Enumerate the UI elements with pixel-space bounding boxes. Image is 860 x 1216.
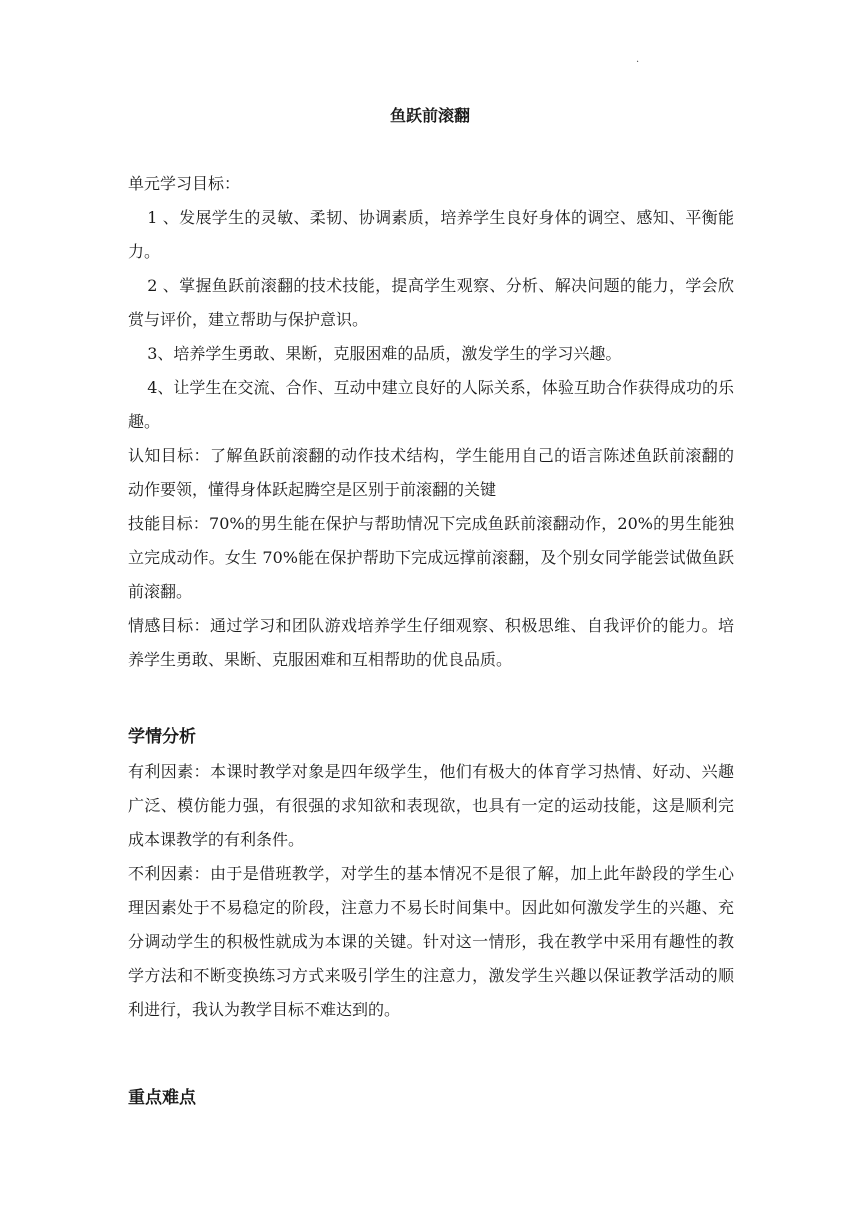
goal-item-2: 2 、掌握鱼跃前滚翻的技术技能，提高学生观察、分析、解决问题的能力，学会欣赏与评价，建立帮助与保护意识。 [128,276,734,329]
header-mark: · [636,57,640,68]
key-points-section [128,1080,734,1116]
unfavorable-factors: 不利因素：由于是借班教学，对学生的基本情况不是很了解，加上此年龄段的学生心理因素处于不易稳定的阶段，注意力不易长时间集中。因此如何激发学生的兴趣、充分调动学生的积极性就成为本课的关键。针对这一情形，我在教学中采用有趣性的教学方法和不断变换练习方式来吸引学生的注意力，激发学生兴趣以保证教学活动的顺利进行，我认为教学目标不难达到的。 [128,864,734,1019]
goal-item-3: 3、培养学生勇敢、果断，克服困难的品质，激发学生的学习兴趣。 [147,344,622,363]
skill-goal: 技能目标：70%的男生能在保护与帮助情况下完成鱼跃前滚翻动作，20%的男生能独立完成动作。女生 70%能在保护帮助下完成远撑前滚翻，及个别女同学能尝试做鱼跃前滚翻。 [128,514,734,601]
emotion-goal: 情感目标：通过学习和团队游戏培养学生仔细观察、积极思维、自我评价的能力。培养学生勇敢、果断、克服困难和互相帮助的优良品质。 [128,616,734,669]
favorable-factors: 有利因素：本课时教学对象是四年级学生，他们有极大的体育学习热情、好动、兴趣广泛、模仿能力强，有很强的求知欲和表现欲，也具有一定的运动技能，这是顺利完成本课教学的有利条件。 [128,762,734,849]
key-points-heading: 重点难点 [128,1088,196,1108]
document-title: 鱼跃前滚翻 [389,106,470,125]
unit-goals-label: 单元学习目标： [128,174,241,193]
goal-item-4: 4、让学生在交流、合作、互动中建立良好的人际关系，体验互助合作获得成功的乐趣。 [128,378,734,431]
analysis-heading: 学情分析 [128,727,196,747]
goal-item-1: 1 、发展学生的灵敏、柔韧、协调素质，培养学生良好身体的调空、感知、平衡能力。 [128,208,734,261]
analysis-section [128,719,734,1027]
unit-goals-section [128,167,734,677]
cognitive-goal: 认知目标：了解鱼跃前滚翻的动作技术结构，学生能用自己的语言陈述鱼跃前滚翻的动作要领，懂得身体跃起腾空是区别于前滚翻的关键 [128,446,734,499]
